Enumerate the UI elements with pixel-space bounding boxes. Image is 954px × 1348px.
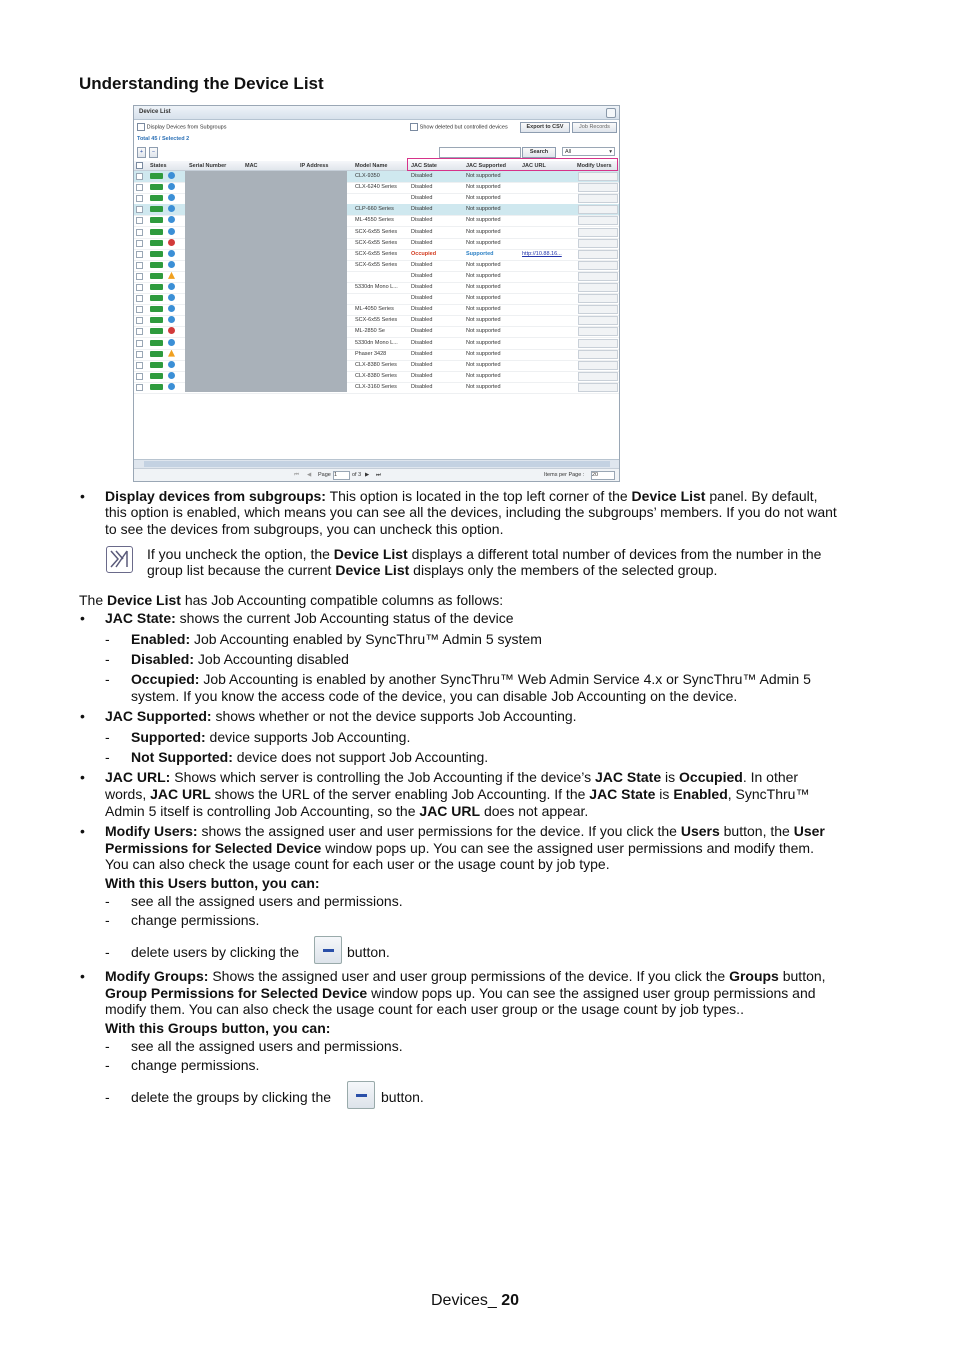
users-button[interactable] bbox=[578, 272, 618, 281]
model-name-cell: ML-4550 Series bbox=[355, 217, 394, 224]
pager bbox=[134, 468, 619, 482]
redacted-area bbox=[185, 171, 347, 392]
show-deleted-option[interactable] bbox=[410, 123, 508, 131]
dash: - bbox=[105, 671, 110, 687]
dash: - bbox=[105, 1089, 110, 1105]
ok-status-icon bbox=[168, 250, 175, 257]
jac-state-cell: Disabled bbox=[411, 328, 433, 335]
next-page-icon[interactable]: ▶ bbox=[365, 472, 370, 478]
jac-supported-cell: Supported bbox=[466, 250, 494, 257]
model-name-cell: SCX-6x55 Series bbox=[355, 317, 398, 324]
notsup-line: Not Supported: device does not support Job Accounting. bbox=[131, 749, 489, 765]
jac-supported-cell: Not supported bbox=[466, 195, 501, 202]
ok-status-icon bbox=[168, 261, 175, 268]
intro-line: The Device List has Job Accounting compatible columns as follows: bbox=[79, 592, 504, 608]
jac-state-cell: Disabled bbox=[411, 195, 433, 202]
users-button[interactable] bbox=[578, 172, 618, 181]
total-selected-text: Total 45 / Selected 2 bbox=[137, 136, 190, 142]
users-button[interactable] bbox=[578, 372, 618, 381]
jac-state-cell: Occupied bbox=[411, 250, 437, 257]
remove-icon[interactable]: − bbox=[149, 147, 158, 158]
search-scope-value: All bbox=[565, 149, 572, 155]
users-button[interactable] bbox=[578, 305, 618, 314]
jac-supported-cell: Not supported bbox=[466, 339, 501, 346]
display-subgroups-option[interactable] bbox=[137, 123, 226, 131]
prev-page-icon[interactable]: ◀ bbox=[307, 472, 312, 478]
users-button[interactable] bbox=[578, 239, 618, 248]
printer-status-icon bbox=[150, 384, 163, 390]
jac-supported-cell: Not supported bbox=[466, 184, 501, 191]
ok-status-icon bbox=[168, 383, 175, 390]
ok-status-icon bbox=[168, 228, 175, 235]
model-name-cell: CLX-8380 Series bbox=[355, 372, 397, 379]
row-checkbox[interactable] bbox=[136, 328, 143, 335]
row-checkbox[interactable] bbox=[136, 206, 143, 213]
error-icon bbox=[168, 239, 175, 246]
ok-status-icon bbox=[168, 372, 175, 379]
row-checkbox[interactable] bbox=[136, 229, 143, 236]
warning-icon bbox=[168, 272, 175, 279]
users-button[interactable] bbox=[578, 383, 618, 392]
ok-status-icon bbox=[168, 216, 175, 223]
jac-supported-cell: Not supported bbox=[466, 361, 501, 368]
mg-item3-end: button. bbox=[381, 1089, 424, 1105]
jac-state-cell: Disabled bbox=[411, 217, 433, 224]
users-button[interactable] bbox=[578, 327, 618, 336]
row-checkbox[interactable] bbox=[136, 384, 143, 391]
jac-supported-cell: Not supported bbox=[466, 383, 501, 390]
users-button[interactable] bbox=[578, 250, 618, 259]
users-button[interactable] bbox=[578, 228, 618, 237]
panel-title: Device List bbox=[139, 109, 171, 115]
dash: - bbox=[105, 729, 110, 745]
mu-item3: delete users by clicking the bbox=[131, 944, 300, 960]
bullet: • bbox=[80, 769, 85, 785]
users-button[interactable] bbox=[578, 261, 618, 270]
display-subgroups-label: Display Devices from Subgroups bbox=[146, 124, 227, 131]
ok-status-icon bbox=[168, 183, 175, 190]
jac-supported-cell: Not supported bbox=[466, 372, 501, 379]
jac-supported-cell: Not supported bbox=[466, 295, 501, 302]
row-checkbox[interactable] bbox=[136, 184, 143, 191]
items-per-page-label: Items per Page : bbox=[544, 472, 585, 478]
jac-state-cell: Disabled bbox=[411, 261, 433, 268]
jac-state-cell: Disabled bbox=[411, 206, 433, 213]
dash: - bbox=[105, 749, 110, 765]
jac-supported-cell: Not supported bbox=[466, 239, 501, 246]
job-records-button[interactable]: Job Records bbox=[572, 122, 617, 133]
users-button[interactable] bbox=[578, 194, 618, 203]
jacurl-line2: words, JAC URL shows the URL of the server enabling Job Accounting. If the JAC State is Enabled, SyncThru™ bbox=[105, 786, 810, 802]
page-number-input[interactable]: 1 bbox=[333, 471, 350, 480]
supported-line: Supported: device supports Job Accounting. bbox=[131, 729, 411, 745]
ok-status-icon bbox=[168, 205, 175, 212]
jac-state-cell: Disabled bbox=[411, 228, 433, 235]
search-input[interactable] bbox=[439, 147, 521, 158]
b1-line3: to see the devices from subgroups, you can uncheck this option. bbox=[105, 521, 504, 537]
jac-supported-cell: Not supported bbox=[466, 328, 501, 335]
mu-line1: Modify Users: shows the assigned user and user permissions for the device. If you click the Users button, the User bbox=[105, 823, 825, 839]
jacsup-line: JAC Supported: shows whether or not the device supports Job Accounting. bbox=[105, 708, 577, 724]
last-page-icon[interactable]: ⏭ bbox=[376, 472, 381, 478]
mg-line2: Group Permissions for Selected Device window pops up. You can see the assigned user group permissions and bbox=[105, 985, 816, 1001]
users-button[interactable] bbox=[578, 183, 618, 192]
model-name-cell: SCX-6x55 Series bbox=[355, 261, 398, 268]
col-ip-address[interactable]: IP Address bbox=[300, 163, 329, 169]
printer-status-icon bbox=[150, 328, 163, 334]
device-list-panel bbox=[133, 105, 620, 482]
model-name-cell: CLX-6240 Series bbox=[355, 184, 397, 191]
jac-state-cell: Disabled bbox=[411, 173, 433, 179]
jac-url-cell[interactable]: http://10.88.16... bbox=[522, 250, 562, 257]
jac-columns-highlight bbox=[407, 158, 618, 171]
jac-supported-cell: Not supported bbox=[466, 272, 501, 279]
mu-item2: change permissions. bbox=[131, 912, 260, 928]
model-name-cell: CLX-3160 Series bbox=[355, 383, 397, 390]
disabled-line: Disabled: Job Accounting disabled bbox=[131, 651, 349, 667]
jac-state-cell: Disabled bbox=[411, 184, 433, 191]
row-checkbox[interactable] bbox=[136, 251, 143, 258]
note-line1: If you uncheck the option, the Device List displays a different total number of devices from the number in the bbox=[147, 546, 822, 562]
col-mac[interactable]: MAC bbox=[245, 163, 258, 169]
row-checkbox[interactable] bbox=[136, 262, 143, 269]
printer-status-icon bbox=[150, 306, 163, 312]
search-scope-select[interactable] bbox=[562, 147, 615, 156]
printer-status-icon bbox=[150, 217, 163, 223]
users-button[interactable] bbox=[578, 316, 618, 325]
users-button[interactable] bbox=[578, 294, 618, 303]
dash: - bbox=[105, 944, 110, 960]
dash: - bbox=[105, 631, 110, 647]
printer-status-icon bbox=[150, 317, 163, 323]
add-icon[interactable]: + bbox=[137, 147, 146, 158]
ok-status-icon bbox=[168, 305, 175, 312]
minus-icon bbox=[356, 1094, 367, 1097]
jac-supported-cell: Not supported bbox=[466, 261, 501, 268]
note-icon bbox=[106, 546, 133, 573]
jac-supported-cell: Not supported bbox=[466, 306, 501, 313]
mg-item2: change permissions. bbox=[131, 1057, 260, 1073]
users-button[interactable] bbox=[578, 350, 618, 359]
enabled-line: Enabled: Job Accounting enabled by SyncThru™ Admin 5 system bbox=[131, 631, 542, 647]
ok-status-icon bbox=[168, 172, 175, 179]
jacstate-line: JAC State: shows the current Job Accounting status of the device bbox=[105, 610, 514, 626]
page-label: Page bbox=[318, 472, 331, 478]
jac-supported-cell: Not supported bbox=[466, 206, 501, 213]
jac-state-cell: Disabled bbox=[411, 339, 433, 346]
first-page-icon[interactable]: ⏮ bbox=[294, 472, 299, 478]
panel-titlebar bbox=[134, 106, 619, 120]
model-name-cell: CLP-660 Series bbox=[355, 206, 394, 213]
printer-status-icon bbox=[150, 206, 163, 212]
users-button[interactable] bbox=[578, 361, 618, 370]
mg-with: With this Groups button, you can: bbox=[105, 1020, 331, 1036]
jac-state-cell: Disabled bbox=[411, 272, 433, 279]
minus-icon bbox=[323, 949, 334, 952]
jacurl-line1: JAC URL: Shows which server is controlling the Job Accounting if the device’s JAC State is Occupied. In other bbox=[105, 769, 799, 785]
col-model-name[interactable]: Model Name bbox=[355, 163, 388, 169]
show-deleted-label: Show deleted but controlled devices bbox=[419, 124, 508, 131]
users-button[interactable] bbox=[578, 339, 618, 348]
row-checkbox[interactable] bbox=[136, 306, 143, 313]
col-jac-state[interactable]: JAC State bbox=[411, 163, 437, 169]
col-states[interactable]: States bbox=[150, 163, 167, 169]
jac-state-cell: Disabled bbox=[411, 317, 433, 324]
model-name-cell: CLX-9350 bbox=[355, 173, 380, 179]
model-name-cell: ML-4050 Series bbox=[355, 306, 394, 313]
page-footer: Devices_ 20 bbox=[431, 1292, 520, 1309]
mu-item3-end: button. bbox=[347, 944, 390, 960]
printer-status-icon bbox=[150, 262, 163, 268]
page-of-label: of 3 bbox=[352, 472, 362, 478]
row-checkbox[interactable] bbox=[136, 317, 143, 324]
row-checkbox[interactable] bbox=[136, 195, 143, 202]
delete-user-button bbox=[314, 936, 342, 964]
bullet: • bbox=[80, 610, 85, 626]
mu-item1: see all the assigned users and permissions. bbox=[131, 893, 403, 909]
printer-status-icon bbox=[150, 340, 163, 346]
jac-state-cell: Disabled bbox=[411, 361, 433, 368]
row-checkbox[interactable] bbox=[136, 340, 143, 347]
mg-item3: delete the groups by clicking the bbox=[131, 1089, 332, 1105]
jacurl-line3: Admin 5 itself is controlling Job Accounting, so the JAC URL does not appear. bbox=[105, 803, 589, 819]
ok-status-icon bbox=[168, 316, 175, 323]
jac-state-cell: Disabled bbox=[411, 306, 433, 313]
col-jac-supported[interactable]: JAC Supported bbox=[466, 163, 507, 169]
jac-state-cell: Disabled bbox=[411, 383, 433, 390]
model-name-cell: CLX-8380 Series bbox=[355, 361, 397, 368]
row-checkbox[interactable] bbox=[136, 273, 143, 280]
jac-supported-cell: Not supported bbox=[466, 317, 501, 324]
printer-status-icon bbox=[150, 273, 163, 279]
printer-status-icon bbox=[150, 284, 163, 290]
export-csv-button[interactable]: Export to CSV bbox=[520, 122, 570, 133]
printer-status-icon bbox=[150, 173, 163, 179]
bullet: • bbox=[80, 708, 85, 724]
printer-status-icon bbox=[150, 195, 163, 201]
printer-status-icon bbox=[150, 229, 163, 235]
row-checkbox[interactable] bbox=[136, 173, 143, 180]
jac-state-cell: Disabled bbox=[411, 295, 433, 302]
jac-supported-cell: Not supported bbox=[466, 228, 501, 235]
col-serial-number[interactable]: Serial Number bbox=[189, 163, 227, 169]
dash: - bbox=[105, 893, 110, 909]
printer-status-icon bbox=[150, 240, 163, 246]
items-per-page-select[interactable]: 20 bbox=[591, 471, 615, 480]
dash: - bbox=[105, 912, 110, 928]
select-all-checkbox[interactable] bbox=[136, 162, 143, 169]
ok-status-icon bbox=[168, 361, 175, 368]
jac-supported-cell: Not supported bbox=[466, 350, 501, 357]
error-icon bbox=[168, 327, 175, 334]
printer-status-icon bbox=[150, 295, 163, 301]
row-checkbox[interactable] bbox=[136, 217, 143, 224]
dash: - bbox=[105, 1038, 110, 1054]
row-checkbox[interactable] bbox=[136, 240, 143, 247]
b1-line1: Display devices from subgroups: This option is located in the top left corner of the Device List panel. By default, bbox=[105, 488, 818, 504]
mg-line3: modify them. You can also check the usage count for each user group or the usage count by job types.. bbox=[105, 1001, 744, 1017]
ok-status-icon bbox=[168, 339, 175, 346]
model-name-cell: ML-2850 Se bbox=[355, 328, 385, 335]
search-button[interactable]: Search bbox=[522, 147, 556, 158]
mu-line2: Permissions for Selected Device window pops up. You can see the assigned user permissions and modify them. bbox=[105, 840, 814, 856]
note-line2: group list because the current Device List displays only the members of the selected group. bbox=[147, 562, 718, 578]
users-button[interactable] bbox=[578, 283, 618, 292]
row-checkbox[interactable] bbox=[136, 295, 143, 302]
dash: - bbox=[105, 651, 110, 667]
model-name-cell: Phaser 3428 bbox=[355, 350, 387, 357]
row-checkbox[interactable] bbox=[136, 373, 143, 380]
mu-line3: You can also check the usage count for each user or the usage count by job type. bbox=[105, 856, 610, 872]
jac-state-cell: Disabled bbox=[411, 284, 433, 290]
col-jac-url[interactable]: JAC URL bbox=[522, 163, 546, 169]
model-name-cell: 5330dn Mono L... bbox=[355, 339, 398, 346]
page-heading: Understanding the Device List bbox=[79, 74, 324, 93]
warning-icon bbox=[168, 350, 175, 357]
printer-status-icon bbox=[150, 184, 163, 190]
delete-group-button bbox=[347, 1081, 375, 1109]
col-modify-users[interactable]: Modify Users bbox=[577, 163, 612, 169]
occupied-line2: system. If you know the access code of the device, you can disable Job Accounting on the device. bbox=[131, 688, 738, 704]
printer-status-icon bbox=[150, 373, 163, 379]
refresh-icon[interactable] bbox=[606, 108, 616, 118]
row-checkbox[interactable] bbox=[136, 284, 143, 291]
display-subgroups-checkbox[interactable] bbox=[137, 123, 145, 131]
b1-line2: this option is enabled, which means you can see all the devices, including the subgroups’ members. If you do not want bbox=[105, 504, 837, 520]
model-name-cell: SCX-6x55 Series bbox=[355, 250, 398, 257]
dash: - bbox=[105, 1057, 110, 1073]
model-name-cell: SCX-6x55 Series bbox=[355, 228, 398, 235]
printer-status-icon bbox=[150, 351, 163, 357]
row-checkbox[interactable] bbox=[136, 362, 143, 369]
ok-status-icon bbox=[168, 294, 175, 301]
mg-line1: Modify Groups: Shows the assigned user and user group permissions of the device. If you click the Groups button, bbox=[105, 968, 826, 984]
jac-supported-cell: Not supported bbox=[466, 217, 501, 224]
chevron-down-icon: ▾ bbox=[609, 149, 612, 155]
jac-supported-cell: Not supported bbox=[466, 284, 501, 290]
mg-item1: see all the assigned users and permissions. bbox=[131, 1038, 403, 1054]
jac-state-cell: Disabled bbox=[411, 239, 433, 246]
row-checkbox[interactable] bbox=[136, 351, 143, 358]
users-button[interactable] bbox=[578, 205, 618, 214]
model-name-cell: 5330dn Mono L... bbox=[355, 284, 398, 290]
bullet: • bbox=[80, 968, 85, 984]
jac-supported-cell: Not supported bbox=[466, 173, 501, 179]
ok-status-icon bbox=[168, 194, 175, 201]
occupied-line: Occupied: Job Accounting is enabled by another SyncThru™ Web Admin Service 4.x or SyncThru™ Admin 5 bbox=[131, 671, 811, 687]
jac-state-cell: Disabled bbox=[411, 350, 433, 357]
jac-state-cell: Disabled bbox=[411, 372, 433, 379]
mu-with: With this Users button, you can: bbox=[105, 875, 320, 891]
show-deleted-checkbox[interactable] bbox=[410, 123, 418, 131]
printer-status-icon bbox=[150, 362, 163, 368]
horizontal-scrollbar[interactable] bbox=[134, 459, 619, 468]
bullet: • bbox=[80, 488, 85, 504]
bullet: • bbox=[80, 823, 85, 839]
model-name-cell: SCX-6x55 Series bbox=[355, 239, 398, 246]
ok-status-icon bbox=[168, 283, 175, 290]
users-button[interactable] bbox=[578, 216, 618, 225]
printer-status-icon bbox=[150, 251, 163, 257]
